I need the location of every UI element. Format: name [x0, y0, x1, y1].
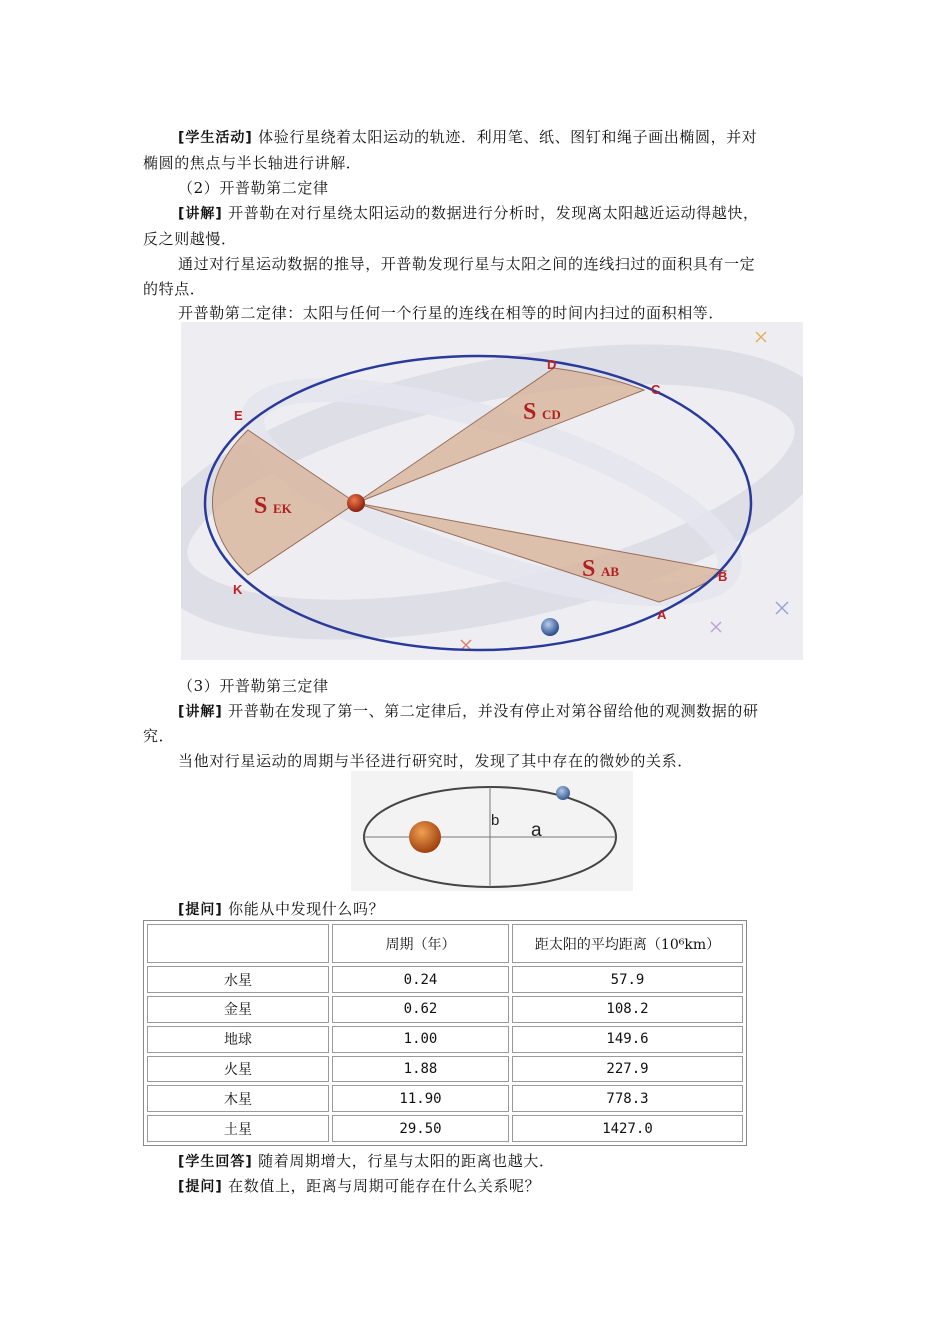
- label-k: K: [233, 582, 243, 597]
- area-label-cd: CD: [542, 407, 561, 422]
- student-activity-text-cont: 椭圆的焦点与半长轴进行讲解．: [143, 154, 362, 172]
- paragraph-explain-1: [178, 203, 759, 224]
- table-row: [147, 1085, 743, 1112]
- planet-distance: 227.9: [512, 1056, 743, 1083]
- planet-name: 木星: [147, 1085, 329, 1112]
- planet-distance: 57.9: [512, 966, 743, 993]
- question-2: [178, 1176, 540, 1197]
- tag-explain-2: [讲解]: [178, 704, 223, 720]
- student-activity-text: 体验行星绕着太阳运动的轨迹．利用笔、纸、图钉和绳子画出椭圆，并对: [258, 128, 758, 146]
- table-header-row: [147, 924, 743, 963]
- planet-distance: 1427.0: [512, 1115, 743, 1142]
- tag-question-2: [提问]: [178, 1179, 223, 1195]
- question-2-text: 在数值上，距离与周期可能存在什么关系呢？: [228, 1177, 541, 1195]
- planet-name: 火星: [147, 1056, 329, 1083]
- second-law-diagram: [181, 322, 803, 660]
- planet-name: 水星: [147, 966, 329, 993]
- tag-student-answer: [学生回答]: [178, 1154, 253, 1170]
- area-label-s-ab: S: [582, 556, 596, 582]
- question-1: [178, 899, 384, 920]
- heading-kepler-second-law: （2）开普勒第二定律: [178, 179, 329, 197]
- explain-2-text-cont: 究．: [143, 727, 175, 745]
- label-c: C: [651, 382, 661, 397]
- table-row: [147, 1115, 743, 1142]
- paragraph-relation: 当他对行星运动的周期与半径进行研究时，发现了其中存在的微妙的关系．: [178, 752, 693, 770]
- planet-period: 0.62: [332, 996, 509, 1023]
- explain-1-text: 开普勒在对行星绕太阳运动的数据进行分析时，发现离太阳越近运动得越快，: [228, 204, 759, 222]
- student-answer-text: 随着周期增大，行星与太阳的距离也越大．: [258, 1152, 555, 1170]
- label-e: E: [234, 408, 243, 423]
- planet-period: 11.90: [332, 1085, 509, 1112]
- table-header-distance: 距太阳的平均距离（10⁶km）: [512, 924, 743, 963]
- semi-axis-diagram: [351, 771, 633, 891]
- planet-icon: [541, 618, 559, 636]
- tag-student-activity: [学生活动]: [178, 130, 253, 146]
- student-answer: [178, 1151, 555, 1172]
- planet-distance: 149.6: [512, 1026, 743, 1053]
- label-a: A: [657, 607, 667, 622]
- area-label-ek: EK: [273, 501, 292, 516]
- planet-distance: 778.3: [512, 1085, 743, 1112]
- planet-period: 0.24: [332, 966, 509, 993]
- table-row: [147, 1026, 743, 1053]
- planet-period: 1.88: [332, 1056, 509, 1083]
- table-header-empty: [147, 924, 329, 963]
- table-row: [147, 966, 743, 993]
- label-semi-minor-b: b: [491, 812, 500, 829]
- area-label-s-cd: S: [523, 399, 537, 425]
- area-label-ab: AB: [601, 564, 620, 579]
- sun-icon: [347, 494, 365, 512]
- planet-period: 29.50: [332, 1115, 509, 1142]
- planet-name: 土星: [147, 1115, 329, 1142]
- table-row: [147, 1056, 743, 1083]
- heading-kepler-third-law: （3）开普勒第三定律: [178, 677, 329, 695]
- planet-icon-2: [556, 786, 570, 800]
- paragraph-explain-2: [178, 701, 759, 722]
- planet-name: 金星: [147, 996, 329, 1023]
- label-semi-major-a: a: [531, 820, 542, 841]
- planet-distance: 108.2: [512, 996, 743, 1023]
- tag-question-1: [提问]: [178, 902, 223, 918]
- paragraph-derivation-cont: 的特点．: [143, 280, 206, 298]
- explain-1-text-cont: 反之则越慢．: [143, 230, 237, 248]
- table-header-period: 周期（年）: [332, 924, 509, 963]
- question-1-text: 你能从中发现什么吗？: [228, 900, 385, 918]
- planet-data-table: [143, 920, 747, 1146]
- label-b: B: [718, 569, 728, 584]
- planet-period: 1.00: [332, 1026, 509, 1053]
- paragraph-derivation: 通过对行星运动数据的推导，开普勒发现行星与太阳之间的连线扫过的面积具有一定: [178, 255, 756, 273]
- kepler-second-law-statement: 开普勒第二定律：太阳与任何一个行星的连线在相等的时间内扫过的面积相等．: [178, 304, 725, 322]
- explain-2-text: 开普勒在发现了第一、第二定律后，并没有停止对第谷留给他的观测数据的研: [228, 702, 759, 720]
- table-row: [147, 996, 743, 1023]
- paragraph-student-activity: [178, 127, 757, 148]
- sun-icon-2: [409, 821, 441, 853]
- planet-name: 地球: [147, 1026, 329, 1053]
- tag-explain: [讲解]: [178, 206, 223, 222]
- area-label-s-ek: S: [254, 493, 268, 519]
- label-d: D: [547, 357, 557, 372]
